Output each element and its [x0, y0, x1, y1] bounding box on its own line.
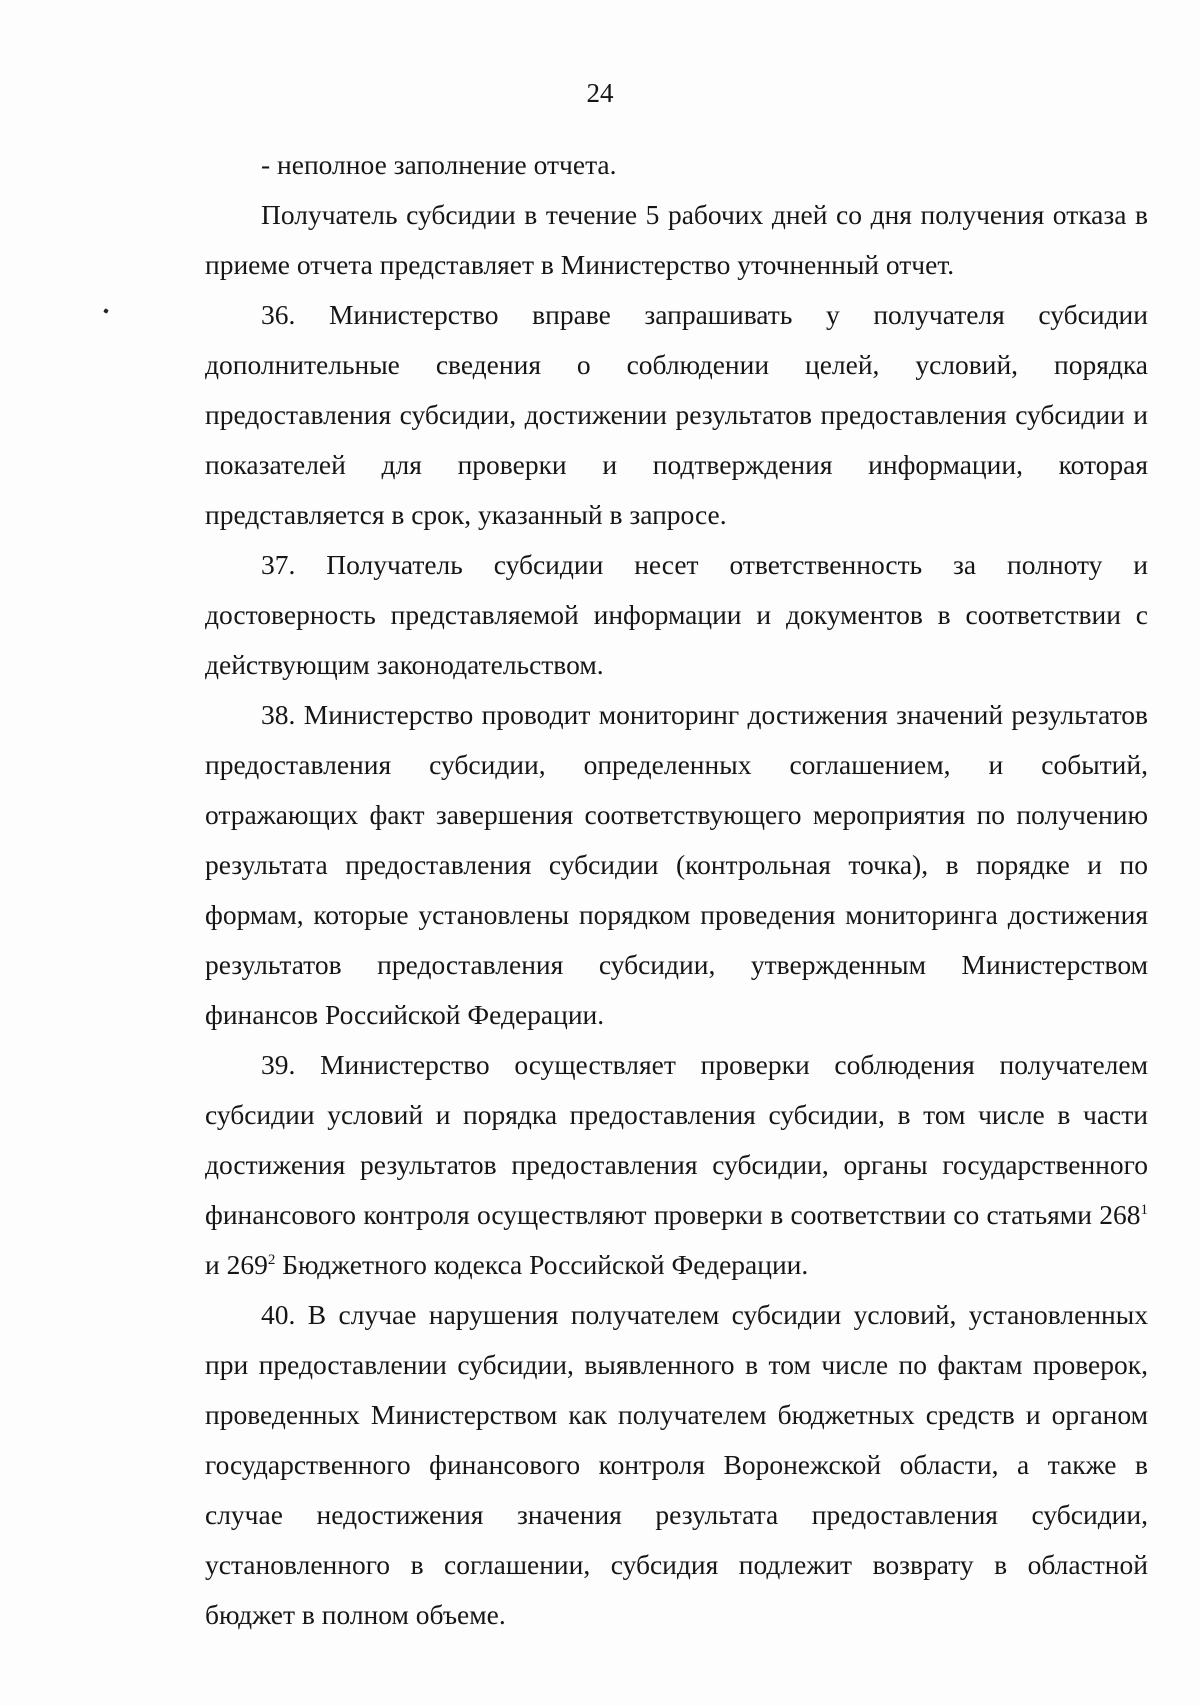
paragraph-clause-36: 36. Министерство вправе запрашивать у получателя субсидии дополнительные сведения о соблюдении целей, условий, порядка предоставления субсидии, достижении результатов предоставления субсидии и показателей для проверки и подтверждения информации, которая представляется в срок, указанный в запросе. — [205, 299, 1148, 530]
document-body — [205, 140, 1148, 1640]
paragraph-clause-39 — [205, 1040, 1148, 1290]
clause-39-mid: и 269 — [205, 1249, 268, 1280]
clause-39-lead: 39. Министерство осуществляет проверки соблюдения получателем субсидии условий и порядка предоставления субсидии, в том числе в части достижения результатов предоставления субсидии, органы государственного финансового контроля осуществляют проверки в соответствии со статьями 268 — [205, 1049, 1148, 1230]
page-number: 24 — [586, 78, 614, 108]
article-268-superscript: 1 — [1140, 1202, 1148, 1218]
paragraph-clause-40: 40. В случае нарушения получателем субсидии условий, установленных при предоставлении субсидии, выявленного в том числе по фактам проверок, проведенных Министерством как получателем бюджетных средств и органом государственного финансового контроля Воронежской области, а также в случае недостижения значения результата предоставления субсидии, установленного в соглашении, субсидия подлежит возврату в областной бюджет в полном объеме. — [205, 1299, 1148, 1630]
paragraph-refined-report: Получатель субсидии в течение 5 рабочих дней со дня получения отказа в приеме отчета представляет в Министерство уточненный отчет. — [205, 199, 1148, 280]
scan-artifact-mark — [103, 308, 108, 313]
paragraph-report-incomplete: - неполное заполнение отчета. — [261, 149, 617, 180]
article-269-superscript: 2 — [267, 1252, 276, 1268]
paragraph-clause-38: 38. Министерство проводит мониторинг достижения значений результатов предоставления субсидии, определенных соглашением, и событий, отражающих факт завершения соответствующего мероприятия по получению результата предоставления субсидии (контрольная точка), в порядке и по формам, которые установлены порядком проведения мониторинга достижения результатов предоставления субсидии, утвержденным Министерством финансов Российской Федерации. — [205, 699, 1148, 1030]
clause-39-tail: Бюджетного кодекса Российской Федерации. — [275, 1249, 809, 1280]
paragraph-clause-37: 37. Получатель субсидии несет ответственность за полноту и достоверность представляемой информации и документов в соответствии с действующим законодательством. — [205, 549, 1148, 680]
